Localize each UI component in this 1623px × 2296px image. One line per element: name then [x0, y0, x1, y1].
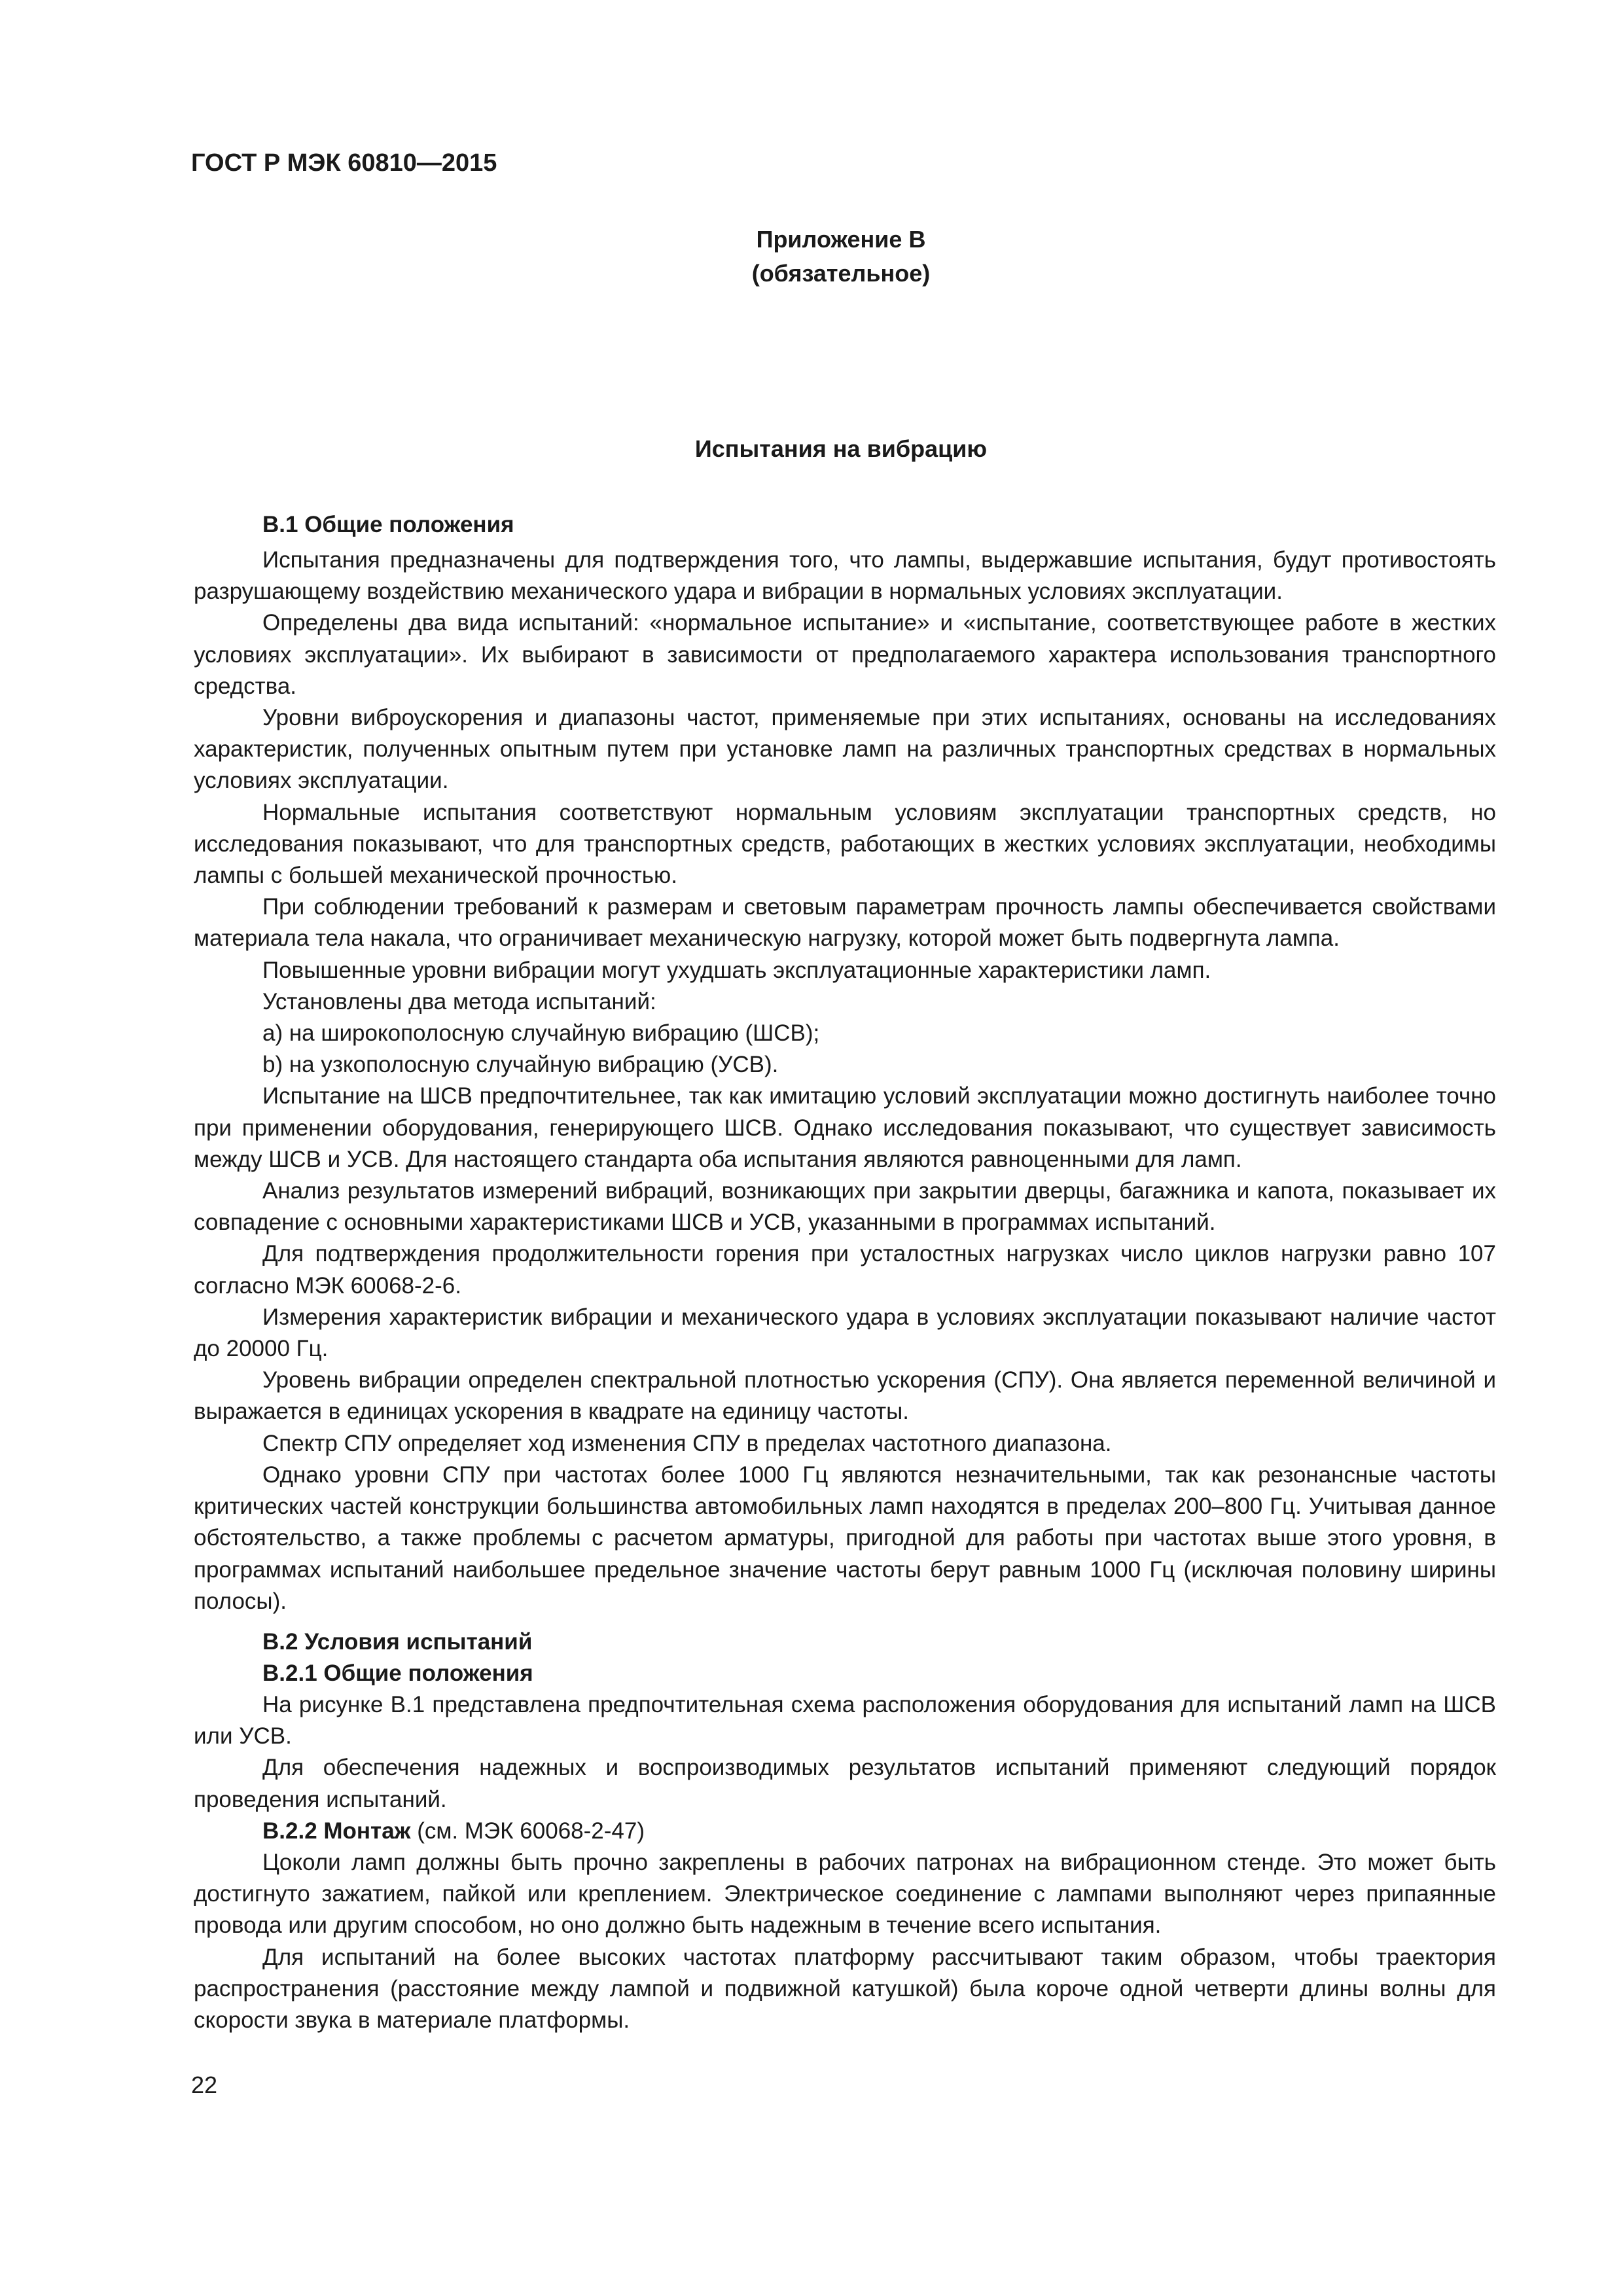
paragraph: Испытания предназначены для подтверждения того, что лампы, выдержавшие испытания, будут противостоять разрушающему воздействию механического удара и вибрации в нормальных условиях эксплуатации.: [194, 547, 1496, 605]
document-body: [194, 509, 1496, 2036]
subsection-heading-b22: [194, 1816, 1496, 1847]
annex-title: Испытания на вибрацию: [694, 435, 988, 462]
subsection-heading-b22-bold: В.2.2 Монтаж: [262, 1818, 411, 1844]
subsection-heading-b22-ref: (см. МЭК 60068-2-47): [410, 1818, 645, 1844]
paragraph: Установлены два метода испытаний:: [262, 988, 656, 1014]
paragraph: Для испытаний на более высоких частотах платформу рассчитывают таким образом, чтобы траектория распространения (расстояние между лампой и подвижной катушкой) была короче одной четверти длины волны для скорости звука в материале платформы.: [194, 1944, 1496, 2033]
paragraph: Для подтверждения продолжительности горения при усталостных нагрузках число циклов нагрузки равно 107 согласно МЭК 60068-2-6.: [194, 1241, 1496, 1299]
list-item: а) на широкополосную случайную вибрацию (ШСВ);: [262, 1020, 820, 1047]
annex-label: Приложение В: [756, 226, 926, 253]
paragraph: Для обеспечения надежных и воспроизводимых результатов испытаний применяют следующий порядок проведения испытаний.: [194, 1755, 1496, 1812]
paragraph: Уровень вибрации определен спектральной плотностью ускорения (СПУ). Она является переменной величиной и выражается в единицах ускорения в квадрате на единицу частоты.: [194, 1367, 1496, 1425]
paragraph: Уровни виброускорения и диапазоны частот, применяемые при этих испытаниях, основаны на исследованиях характеристик, полученных опытным путем при установке ламп на различных транспортных средствах в нормальных условиях эксплуатации.: [194, 705, 1496, 794]
subsection-heading-b21: В.2.1 Общие положения: [262, 1660, 533, 1686]
paragraph: Измерения характеристик вибрации и механического удара в условиях эксплуатации показывают наличие частот до 20000 Гц.: [194, 1304, 1496, 1362]
annex-status: (обязательное): [751, 260, 931, 287]
paragraph: На рисунке В.1 представлена предпочтительная схема расположения оборудования для испытаний ламп на ШСВ или УСВ.: [194, 1691, 1496, 1749]
standard-code-header: ГОСТ Р МЭК 60810—2015: [191, 149, 497, 177]
list-item: b) на узкополосную случайную вибрацию (УСВ).: [262, 1052, 779, 1078]
paragraph: Цоколи ламп должны быть прочно закреплены в рабочих патронах на вибрационном стенде. Это может быть достигнуто зажатием, пайкой или креплением. Электрическое соединение с лампами выполняют через припаянные провода или другим способом, но оно должно быть надежным в течение всего испытания.: [194, 1849, 1496, 1939]
section-heading-b1: В.1 Общие положения: [262, 512, 514, 537]
paragraph: Повышенные уровни вибрации могут ухудшать эксплуатационные характеристики ламп.: [262, 957, 1211, 983]
paragraph: Определены два вида испытаний: «нормальное испытание» и «испытание, соответствующее работе в жестких условиях эксплуатации». Их выбирают в зависимости от предполагаемого характера использования транспортного средства.: [194, 610, 1496, 699]
section-heading-b2: В.2 Условия испытаний: [262, 1628, 533, 1655]
paragraph: Спектр СПУ определяет ход изменения СПУ в пределах частотного диапазона.: [262, 1430, 1112, 1456]
paragraph: Однако уровни СПУ при частотах более 1000 Гц являются незначительными, так как резонансные частоты критических частей конструкции большинства автомобильных ламп находятся в пределах 200–800 Гц. Учитывая данное обстоятельство, а также проблемы с расчетом арматуры, пригодной для работы при частотах выше этого уровня, в программах испытаний наибольшее предельное значение частоты берут равным 1000 Гц (исключая половину ширины полосы).: [194, 1462, 1496, 1614]
paragraph: Испытание на ШСВ предпочтительнее, так как имитацию условий эксплуатации можно достигнуть наиболее точно при применении оборудования, генерирующего ШСВ. Однако исследования показывают, что существует зависимость между ШСВ и УСВ. Для настоящего стандарта оба испытания являются равноценными для ламп.: [194, 1083, 1496, 1172]
page-number: 22: [191, 2072, 218, 2098]
paragraph: При соблюдении требований к размерам и световым параметрам прочность лампы обеспечивается свойствами материала тела накала, что ограничивает механическую нагрузку, которой может быть подвергнута лампа.: [194, 894, 1496, 952]
paragraph: Нормальные испытания соответствуют нормальным условиям эксплуатации транспортных средств, но исследования показывают, что для транспортных средств, работающих в жестких условиях эксплуатации, необходимы лампы с большей механической прочностью.: [194, 799, 1496, 889]
paragraph: Анализ результатов измерений вибраций, возникающих при закрытии дверцы, багажника и капота, показывает их совпадение с основными характеристиками ШСВ и УСВ, указанными в программах испытаний.: [194, 1178, 1496, 1236]
annex-heading: [0, 223, 1623, 291]
